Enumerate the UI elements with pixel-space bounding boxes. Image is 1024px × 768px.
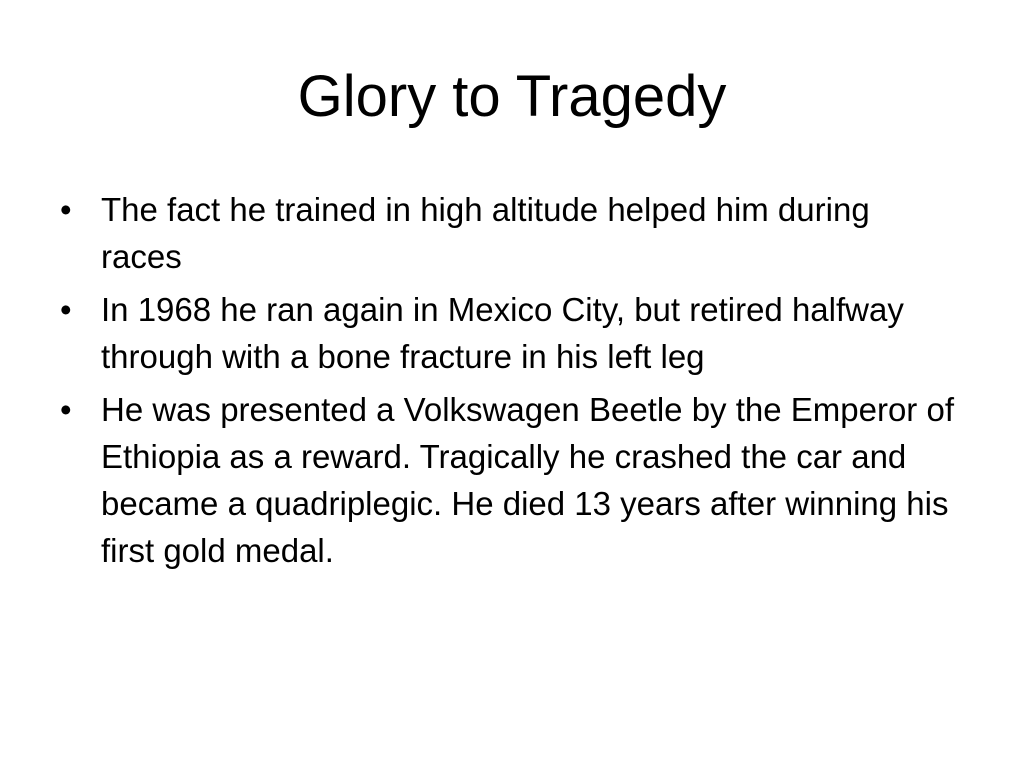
bullet-item [56, 186, 956, 280]
bullet-text: In 1968 he ran again in Mexico City, but retired halfway through with a bone fracture in his left leg [101, 291, 904, 375]
bullet-text: He was presented a Volkswagen Beetle by the Emperor of Ethiopia as a reward. Tragically he crashed the car and became a quadriplegic. He died 13 years after winning his first gold medal. [101, 391, 954, 569]
bullet-item [56, 286, 956, 380]
bullet-icon: • [60, 191, 72, 228]
bullet-icon: • [60, 391, 72, 428]
bullet-list [56, 186, 956, 580]
bullet-icon: • [60, 291, 72, 328]
bullet-text: The fact he trained in high altitude helped him during races [101, 191, 870, 275]
slide-title: Glory to Tragedy [297, 64, 727, 129]
bullet-item [56, 386, 956, 574]
